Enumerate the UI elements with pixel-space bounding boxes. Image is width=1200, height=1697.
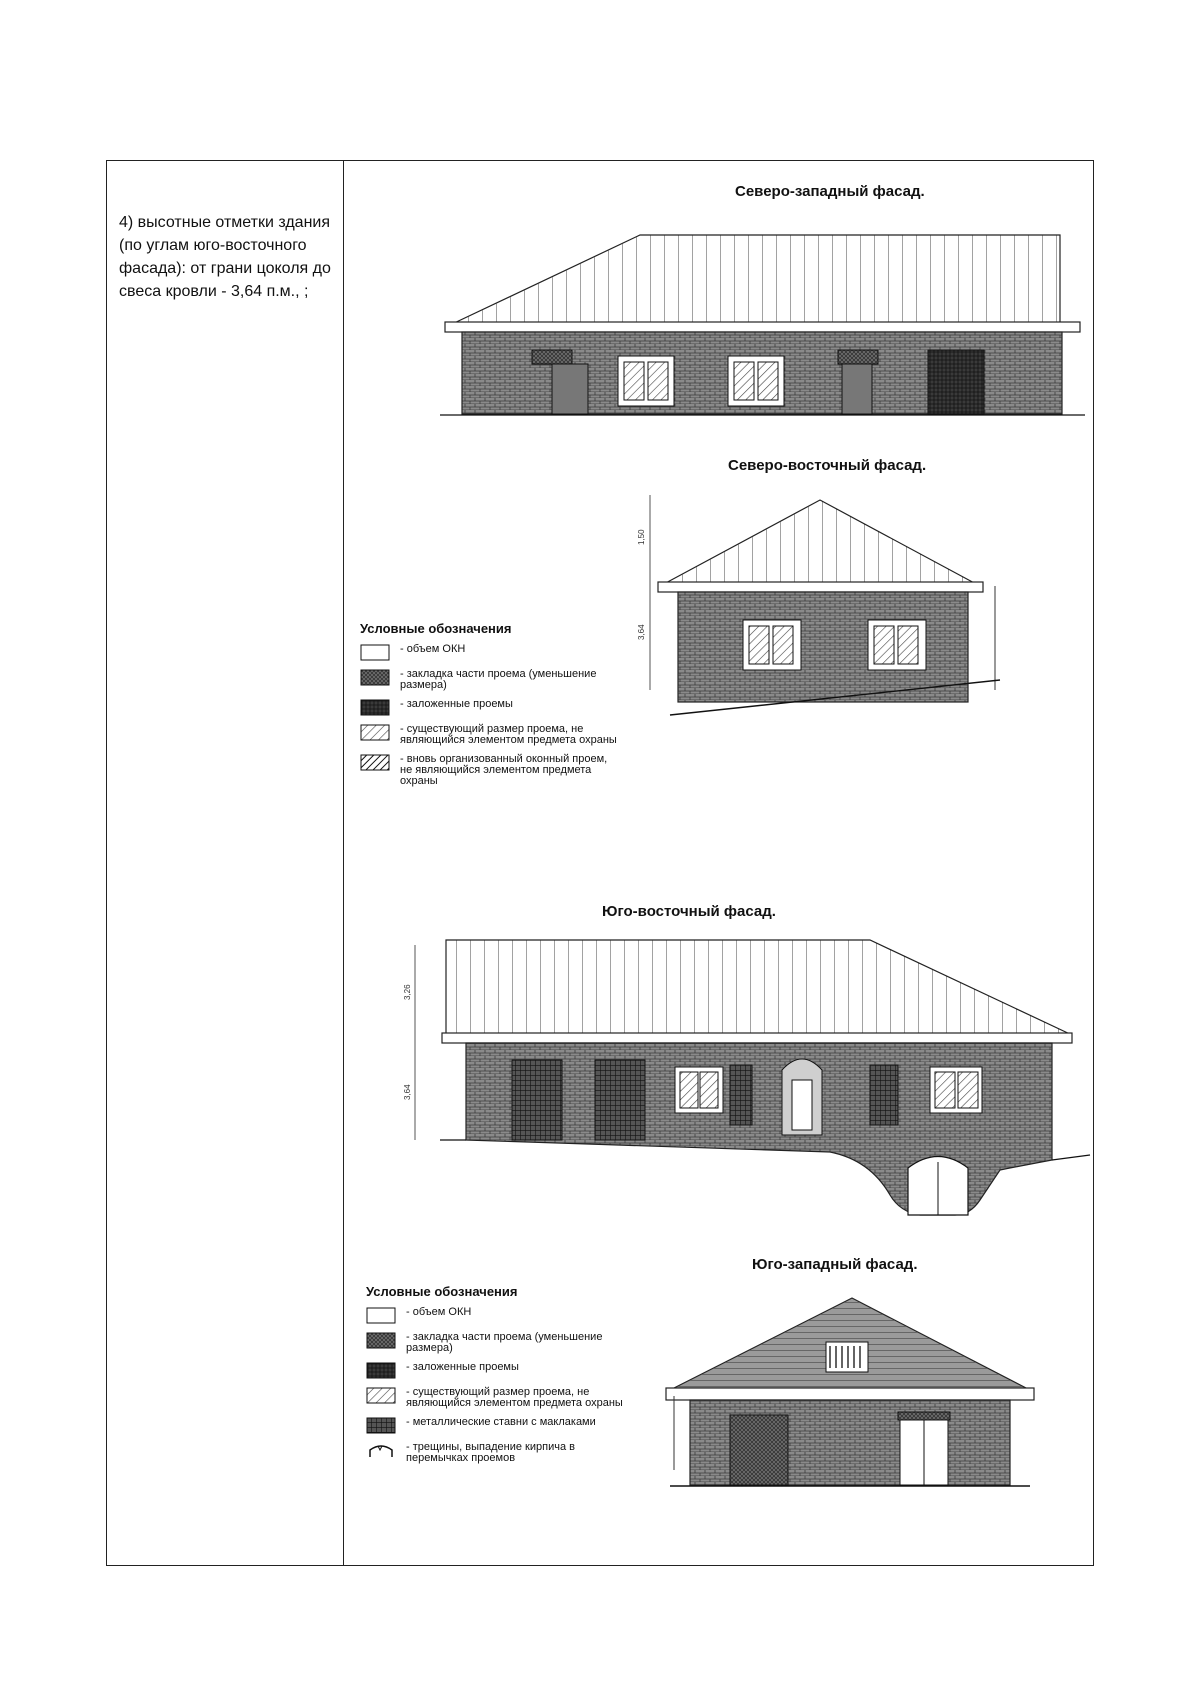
fine-brick-swatch-icon (360, 669, 390, 686)
title-northeast-facade: Северо-восточный фасад. (728, 457, 927, 474)
ne-wall-dimension: 3,64 (637, 624, 646, 640)
bold-hatch-swatch-icon (360, 754, 390, 771)
legend-top-title: Условные обозначения (360, 621, 512, 636)
legend-bottom-item-shutters: - металлические ставни с маклаками (366, 1417, 626, 1434)
legend-bottom-item-partial: - закладка части проема (уменьшение размера) (366, 1332, 626, 1354)
dark-brick-swatch-icon (360, 699, 390, 716)
building-heights-note: 4) высотные отметки здания (по углам юго-восточного фасада): от грани цоколя до свеса кровли - 3,64 п.м., ; (119, 214, 331, 300)
legend-top-item-partial: - закладка части проема (уменьшение размера) (360, 669, 620, 691)
empty-swatch-icon (366, 1307, 396, 1324)
southwest-facade-drawing (660, 1290, 1035, 1495)
legend-bottom-item-cracks: - трещины, выпадение кирпича в перемычках проемов (366, 1442, 626, 1464)
legend-top-item-existing: - существующий размер проема, не являющийся элементом предмета охраны (360, 724, 620, 746)
legend-bottom-item-okn: - объем ОКН (366, 1307, 626, 1324)
legend-top (360, 623, 620, 795)
legend-bottom (366, 1286, 626, 1472)
grid-swatch-icon (366, 1417, 396, 1434)
legend-top-item-okn: - объем ОКН (360, 644, 620, 661)
fine-brick-swatch-icon (366, 1332, 396, 1349)
hatch-swatch-icon (366, 1387, 396, 1404)
dark-brick-swatch-icon (366, 1362, 396, 1379)
se-wall-dimension: 3,64 (403, 1084, 412, 1100)
title-northwest-facade: Северо-западный фасад. (735, 183, 925, 200)
northwest-facade-drawing (440, 230, 1090, 430)
legend-bottom-title: Условные обозначения (366, 1284, 518, 1299)
hatch-swatch-icon (360, 724, 390, 741)
southeast-facade-drawing (400, 930, 1090, 1220)
legend-bottom-item-blocked: - заложенные проемы (366, 1362, 626, 1379)
empty-swatch-icon (360, 644, 390, 661)
northeast-facade-drawing (637, 490, 1020, 720)
crack-arch-icon (366, 1442, 396, 1459)
se-roof-dimension: 3,26 (403, 984, 412, 1000)
column-divider (343, 161, 344, 1565)
legend-top-item-new: - вновь организованный оконный проем, не являющийся элементом предмета охраны (360, 754, 620, 787)
ne-roof-dimension: 1,50 (637, 529, 646, 545)
title-southwest-facade: Юго-западный фасад. (752, 1256, 918, 1273)
legend-top-item-blocked: - заложенные проемы (360, 699, 620, 716)
legend-bottom-item-existing: - существующий размер проема, не являющийся элементом предмета охраны (366, 1387, 626, 1409)
title-southeast-facade: Юго-восточный фасад. (602, 903, 776, 920)
